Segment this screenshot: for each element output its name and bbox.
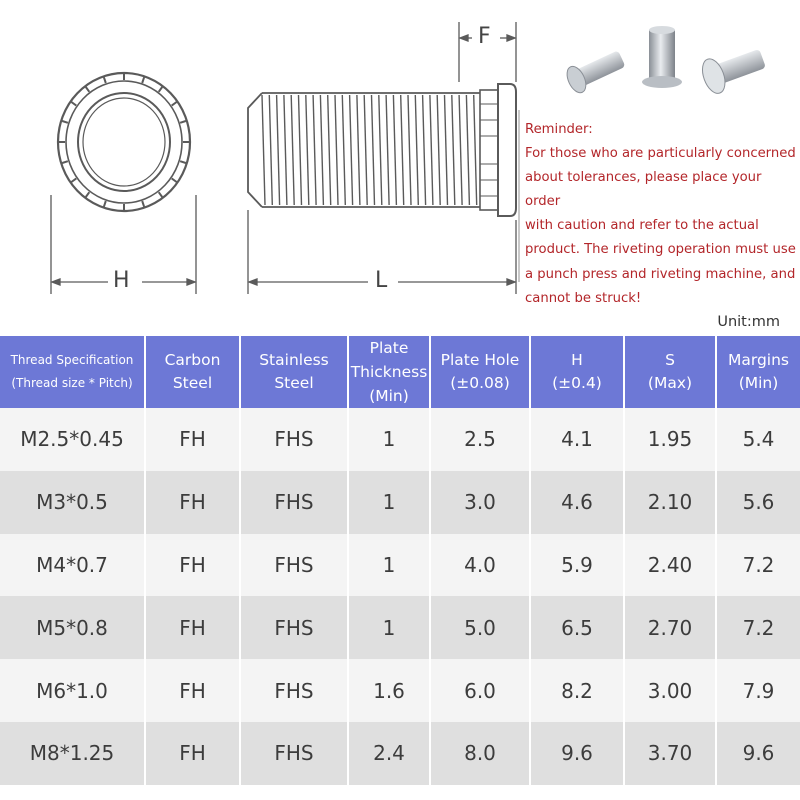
cell-margins: 7.9 xyxy=(716,659,800,722)
cell-h: 4.1 xyxy=(530,408,624,471)
cell-stainless-steel: FHS xyxy=(240,659,348,722)
cell-h: 4.6 xyxy=(530,471,624,534)
cell-s: 2.70 xyxy=(624,596,716,659)
cell-h: 8.2 xyxy=(530,659,624,722)
cell-plate-hole: 5.0 xyxy=(430,596,530,659)
cell-plate-thickness: 1 xyxy=(348,596,430,659)
product-photo xyxy=(555,22,770,102)
cell-plate-hole: 3.0 xyxy=(430,471,530,534)
reminder-line: a punch press and riveting machine, and xyxy=(525,266,796,282)
cell-stainless-steel: FHS xyxy=(240,722,348,785)
table-row xyxy=(0,408,800,471)
cell-plate-hole: 4.0 xyxy=(430,534,530,597)
table-row xyxy=(0,722,800,785)
label-l: L xyxy=(375,268,388,293)
cell-plate-thickness: 1 xyxy=(348,534,430,597)
cell-h: 9.6 xyxy=(530,722,624,785)
cell-carbon-steel: FH xyxy=(145,534,240,597)
cell-carbon-steel: FH xyxy=(145,471,240,534)
unit-label: Unit:mm xyxy=(717,314,780,330)
cell-s: 3.70 xyxy=(624,722,716,785)
cell-s: 2.10 xyxy=(624,471,716,534)
table-header-row xyxy=(0,336,800,408)
cell-plate-hole: 6.0 xyxy=(430,659,530,722)
cell-margins: 7.2 xyxy=(716,534,800,597)
cell-margins: 9.6 xyxy=(716,722,800,785)
cell-s: 1.95 xyxy=(624,408,716,471)
cell-stainless-steel: FHS xyxy=(240,471,348,534)
cell-thread-spec: M3*0.5 xyxy=(0,471,145,534)
col-header-plate-thickness: Plate Thickness (Min) xyxy=(348,336,430,408)
reminder-line: about tolerances, please place your order xyxy=(525,170,762,210)
col-header-s: S (Max) xyxy=(624,336,716,408)
col-header-stainless-steel: Stainless Steel xyxy=(240,336,348,408)
cell-margins: 5.6 xyxy=(716,471,800,534)
cell-carbon-steel: FH xyxy=(145,408,240,471)
cell-thread-spec: M6*1.0 xyxy=(0,659,145,722)
col-header-plate-hole: Plate Hole (±0.08) xyxy=(430,336,530,408)
label-h: H xyxy=(113,268,130,293)
cell-stainless-steel: FHS xyxy=(240,408,348,471)
table-row xyxy=(0,471,800,534)
cell-thread-spec: M2.5*0.45 xyxy=(0,408,145,471)
cell-stainless-steel: FHS xyxy=(240,534,348,597)
cell-thread-spec: M4*0.7 xyxy=(0,534,145,597)
label-f: F xyxy=(478,24,491,49)
cell-stainless-steel: FHS xyxy=(240,596,348,659)
cell-thread-spec: M5*0.8 xyxy=(0,596,145,659)
cell-h: 5.9 xyxy=(530,534,624,597)
reminder-line: product. The riveting operation must use xyxy=(525,242,796,258)
cell-carbon-steel: FH xyxy=(145,596,240,659)
head-top-view xyxy=(58,73,190,211)
reminder-note xyxy=(525,118,797,311)
cell-s: 2.40 xyxy=(624,534,716,597)
col-header-h: H (±0.4) xyxy=(530,336,624,408)
col-header-carbon-steel: Carbon Steel xyxy=(145,336,240,408)
cell-plate-thickness: 1 xyxy=(348,408,430,471)
screw-side-view xyxy=(248,84,516,216)
table-row xyxy=(0,659,800,722)
cell-plate-thickness: 2.4 xyxy=(348,722,430,785)
cell-thread-spec: M8*1.25 xyxy=(0,722,145,785)
cell-carbon-steel: FH xyxy=(145,722,240,785)
cell-margins: 7.2 xyxy=(716,596,800,659)
reminder-line: For those who are particularly concerned xyxy=(525,146,796,162)
cell-h: 6.5 xyxy=(530,596,624,659)
table-row xyxy=(0,596,800,659)
col-header-thread-spec: Thread Specification (Thread size * Pitch) xyxy=(0,336,145,408)
reminder-title: Reminder: xyxy=(525,122,593,137)
cell-s: 3.00 xyxy=(624,659,716,722)
cell-plate-hole: 2.5 xyxy=(430,408,530,471)
cell-carbon-steel: FH xyxy=(145,659,240,722)
cell-plate-hole: 8.0 xyxy=(430,722,530,785)
reminder-divider xyxy=(518,110,520,282)
table-row xyxy=(0,534,800,597)
reminder-line: cannot be struck! xyxy=(525,290,642,306)
cell-plate-thickness: 1.6 xyxy=(348,659,430,722)
col-header-margins: Margins (Min) xyxy=(716,336,800,408)
reminder-line: with caution and refer to the actual xyxy=(525,218,759,234)
spec-table xyxy=(0,336,800,785)
cell-margins: 5.4 xyxy=(716,408,800,471)
cell-plate-thickness: 1 xyxy=(348,471,430,534)
